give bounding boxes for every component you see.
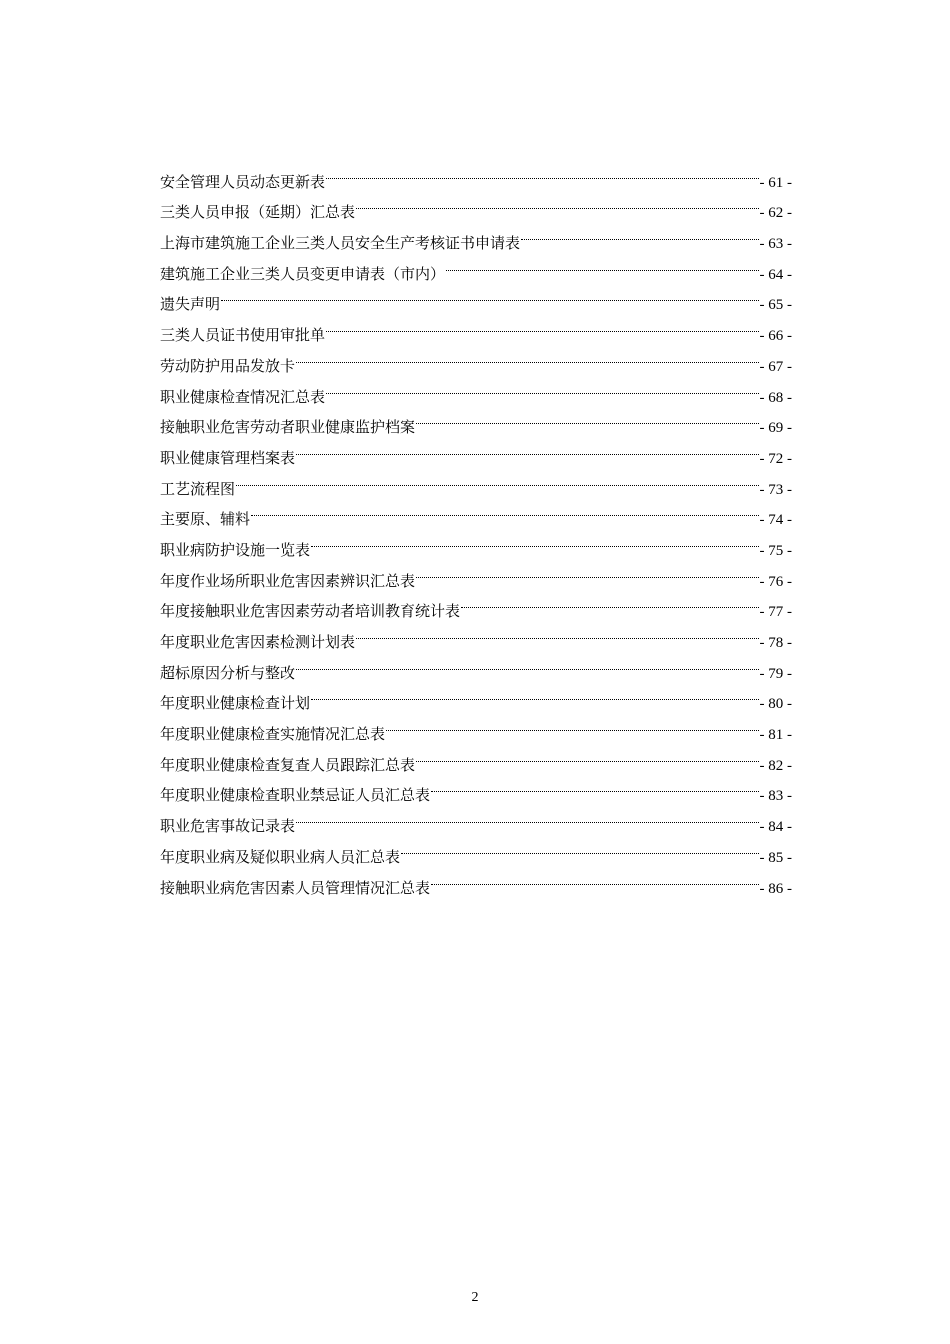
toc-entry-page: - 83 - xyxy=(759,788,792,805)
toc-entry-title: 年度职业健康检查计划 xyxy=(160,694,311,713)
toc-entry-title: 职业健康管理档案表 xyxy=(160,448,296,467)
toc-entry-title: 主要原、辅料 xyxy=(160,510,251,529)
toc-entry-page: - 76 - xyxy=(759,573,792,590)
toc-dot-leader xyxy=(445,248,759,279)
toc-entry-title: 职业病防护设施一览表 xyxy=(160,540,311,559)
toc-dot-leader xyxy=(355,616,759,647)
toc-dot-leader xyxy=(460,586,759,617)
toc-entry-page: - 72 - xyxy=(759,450,792,467)
toc-entry-page: - 73 - xyxy=(759,481,792,498)
toc-entry-page: - 86 - xyxy=(759,880,792,897)
toc-dot-leader xyxy=(415,402,759,433)
toc-dot-leader xyxy=(295,432,759,463)
toc-entry-title: 劳动防护用品发放卡 xyxy=(160,356,296,375)
toc-entry-page: - 81 - xyxy=(759,727,792,744)
toc-dot-leader xyxy=(325,309,759,340)
toc-entry-title: 年度职业健康检查实施情况汇总表 xyxy=(160,725,386,744)
toc-entry-page: - 80 - xyxy=(759,696,792,713)
toc-entry-title: 年度接触职业危害因素劳动者培训教育统计表 xyxy=(160,602,461,621)
toc-entry-page: - 79 - xyxy=(759,665,792,682)
toc-dot-leader xyxy=(325,156,759,187)
toc-entry-title: 上海市建筑施工企业三类人员安全生产考核证书申请表 xyxy=(160,234,521,253)
toc-entry-title: 建筑施工企业三类人员变更申请表（市内） xyxy=(160,264,446,283)
toc-entry[interactable] xyxy=(160,156,792,191)
toc-dot-leader xyxy=(250,494,759,525)
toc-entry-page: - 61 - xyxy=(759,174,792,191)
toc-entry-page: - 65 - xyxy=(759,297,792,314)
toc-dot-leader xyxy=(415,739,759,770)
toc-entry-page: - 77 - xyxy=(759,604,792,621)
toc-entry-title: 三类人员申报（延期）汇总表 xyxy=(160,203,356,222)
toc-entry-page: - 84 - xyxy=(759,819,792,836)
toc-entry-title: 年度职业健康检查职业禁忌证人员汇总表 xyxy=(160,786,431,805)
toc-dot-leader xyxy=(310,678,759,709)
toc-entry[interactable] xyxy=(160,463,792,498)
toc-dot-leader xyxy=(400,831,759,862)
toc-dot-leader xyxy=(295,340,759,371)
toc-entry-page: - 67 - xyxy=(759,358,792,375)
table-of-contents xyxy=(160,156,792,897)
toc-entry-title: 年度职业危害因素检测计划表 xyxy=(160,633,356,651)
toc-entry-title: 年度职业病及疑似职业病人员汇总表 xyxy=(160,847,401,866)
toc-entry-page: - 85 - xyxy=(759,849,792,866)
toc-dot-leader xyxy=(295,800,759,831)
toc-dot-leader xyxy=(355,187,759,218)
toc-entry-title: 遗失声明 xyxy=(160,295,221,314)
toc-entry[interactable] xyxy=(160,309,792,345)
toc-entry-page: - 62 - xyxy=(759,205,792,222)
toc-dot-leader xyxy=(430,862,759,893)
toc-dot-leader xyxy=(520,217,759,248)
toc-entry-title: 超标原因分析与整改 xyxy=(160,663,296,682)
toc-dot-leader xyxy=(430,770,759,801)
toc-entry-title: 安全管理人员动态更新表 xyxy=(160,172,326,191)
toc-entry-page: - 74 - xyxy=(759,512,792,529)
toc-entry-title: 三类人员证书使用审批单 xyxy=(160,326,326,345)
toc-entry-title: 年度作业场所职业危害因素辨识汇总表 xyxy=(160,571,416,590)
toc-entry[interactable] xyxy=(160,279,792,314)
toc-entry[interactable] xyxy=(160,524,792,559)
toc-entry-page: - 68 - xyxy=(759,389,792,406)
toc-dot-leader xyxy=(310,524,759,555)
toc-entry-page: - 75 - xyxy=(759,542,792,559)
page-number: 2 xyxy=(471,1290,479,1305)
toc-dot-leader xyxy=(295,647,759,678)
toc-entry-title: 接触职业危害劳动者职业健康监护档案 xyxy=(160,418,416,437)
toc-entry-title: 职业健康检查情况汇总表 xyxy=(160,387,326,406)
toc-entry-page: - 69 - xyxy=(759,420,792,437)
toc-entry-title: 年度职业健康检查复查人员跟踪汇总表 xyxy=(160,755,416,774)
toc-dot-leader xyxy=(385,708,759,739)
toc-entry-page: - 64 - xyxy=(759,266,792,283)
toc-entry-page: - 66 - xyxy=(759,328,792,345)
toc-dot-leader xyxy=(235,463,759,494)
toc-entry-title: 接触职业病危害因素人员管理情况汇总表 xyxy=(160,878,431,897)
toc-entry-title: 工艺流程图 xyxy=(160,479,236,498)
toc-dot-leader xyxy=(220,279,759,310)
toc-dot-leader xyxy=(415,555,759,586)
toc-dot-leader xyxy=(325,371,759,402)
toc-entry-title: 职业危害事故记录表 xyxy=(160,817,296,836)
toc-entry-page: - 63 - xyxy=(759,236,792,253)
toc-entry[interactable] xyxy=(160,494,792,529)
toc-entry-page: - 82 - xyxy=(759,757,792,774)
toc-entry-page: - 78 - xyxy=(759,635,792,651)
